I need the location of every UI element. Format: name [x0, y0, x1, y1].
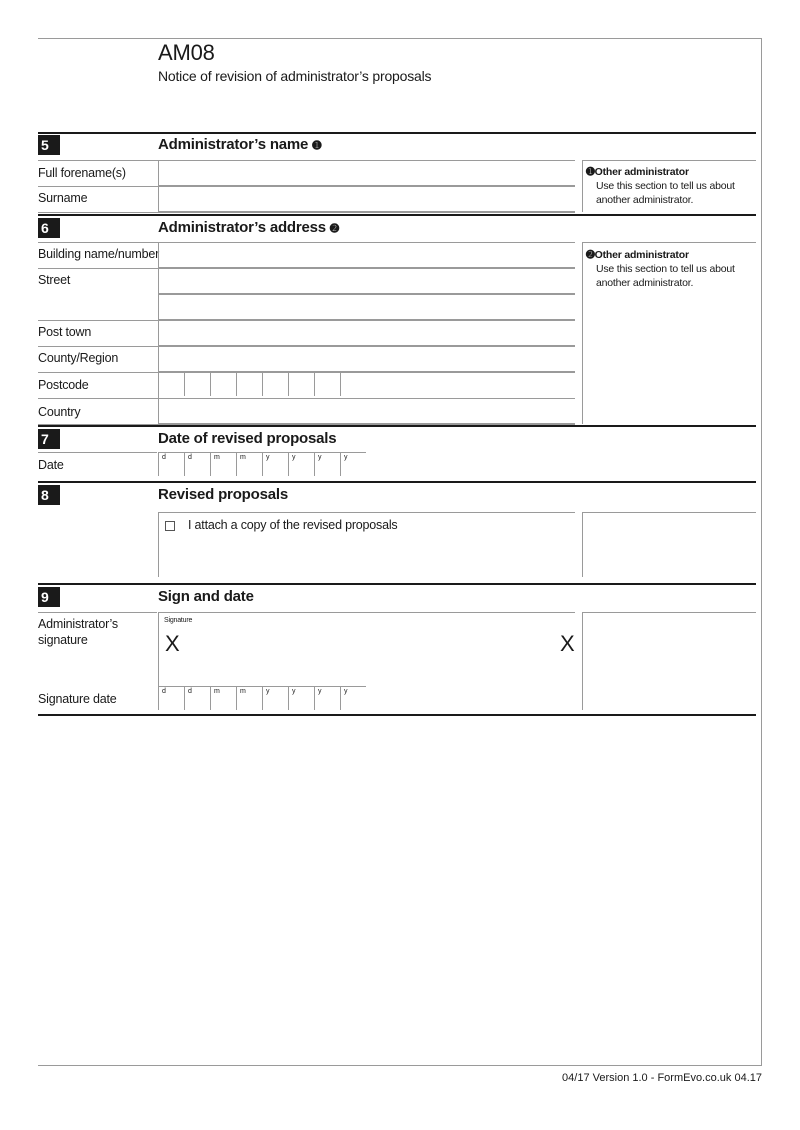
section-8-rule: [38, 481, 756, 483]
note-divider: [582, 512, 583, 577]
building-input[interactable]: [158, 242, 575, 268]
street-input-1[interactable]: [158, 268, 575, 294]
section-6-number: 6: [38, 218, 60, 238]
row-divider: [38, 452, 157, 453]
field-edge: [158, 512, 159, 577]
signature-x-left-icon: X: [165, 631, 180, 656]
note-2-text-line-1: Use this section to tell us about: [596, 263, 735, 275]
note-1-title: ➊Other administrator: [586, 166, 689, 178]
label-street: Street: [38, 273, 71, 287]
section-7-title: Date of revised proposals: [158, 430, 337, 447]
section-7-number: 7: [38, 429, 60, 449]
section-9-number: 9: [38, 587, 60, 607]
section-6-rule: [38, 214, 756, 216]
label-country: Country: [38, 405, 81, 419]
label-building: Building name/number: [38, 247, 160, 261]
label-county: County/Region: [38, 351, 119, 365]
signature-date-input[interactable]: d d m m y y y y: [158, 686, 366, 710]
street-input-2[interactable]: [158, 294, 575, 320]
row-divider: [38, 612, 157, 613]
attach-copy-label: I attach a copy of the revised proposals: [188, 518, 398, 532]
note-divider: [582, 160, 583, 212]
signature-x-right-icon: X: [560, 631, 575, 656]
note-rule: [582, 242, 756, 243]
section-9-rule: [38, 583, 756, 585]
section-9-title: Sign and date: [158, 588, 254, 605]
label-post-town: Post town: [38, 325, 92, 339]
label-date: Date: [38, 458, 64, 472]
full-forenames-input[interactable]: [158, 160, 575, 186]
section-8-title: Revised proposals: [158, 486, 288, 503]
section-5-number: 5: [38, 135, 60, 155]
note-2-title: ➋Other administrator: [586, 249, 689, 261]
note-rule: [582, 160, 756, 161]
date-input[interactable]: d d m m y y y y: [158, 452, 366, 476]
note-2-marker-icon: ➋: [329, 223, 339, 235]
attach-copy-checkbox[interactable]: [165, 521, 175, 531]
note-1-text-line-2: another administrator.: [596, 194, 694, 206]
county-input[interactable]: [158, 346, 575, 372]
label-signature-date: Signature date: [38, 692, 117, 706]
note-divider: [582, 242, 583, 424]
label-postcode: Postcode: [38, 378, 89, 392]
postcode-input[interactable]: [158, 372, 364, 398]
signature-field[interactable]: [158, 612, 575, 686]
country-input[interactable]: [158, 398, 575, 424]
page-frame-right: [761, 38, 762, 1066]
section-8-number: 8: [38, 485, 60, 505]
section-9-bottom-rule: [38, 714, 756, 716]
note-1-marker-icon: ➊: [312, 140, 322, 152]
note-rule: [582, 612, 756, 613]
note-rule: [582, 512, 756, 513]
page-frame-top: [38, 38, 762, 39]
signature-caption: Signature: [164, 617, 193, 624]
row-divider: [38, 212, 575, 213]
label-surname: Surname: [38, 191, 88, 205]
note-2-text-line-2: another administrator.: [596, 277, 694, 289]
row-divider: [158, 512, 575, 513]
section-5-title: Administrator’s name ➊: [158, 136, 322, 153]
section-5-rule: [38, 132, 756, 134]
section-7-rule: [38, 425, 756, 427]
label-full-forenames: Full forename(s): [38, 166, 126, 180]
label-signature-2: signature: [38, 633, 88, 647]
footer-version: 04/17 Version 1.0 - FormEvo.co.uk 04.17: [562, 1072, 762, 1084]
note-divider: [582, 612, 583, 710]
page-frame-bottom: [38, 1065, 762, 1066]
form-title: Notice of revision of administrator’s proposals: [158, 68, 432, 84]
note-1-text-line-1: Use this section to tell us about: [596, 180, 735, 192]
label-signature-1: Administrator’s: [38, 617, 118, 631]
post-town-input[interactable]: [158, 320, 575, 346]
surname-input[interactable]: [158, 186, 575, 212]
form-code: AM08: [158, 40, 215, 65]
section-6-title: Administrator’s address ➋: [158, 219, 339, 236]
